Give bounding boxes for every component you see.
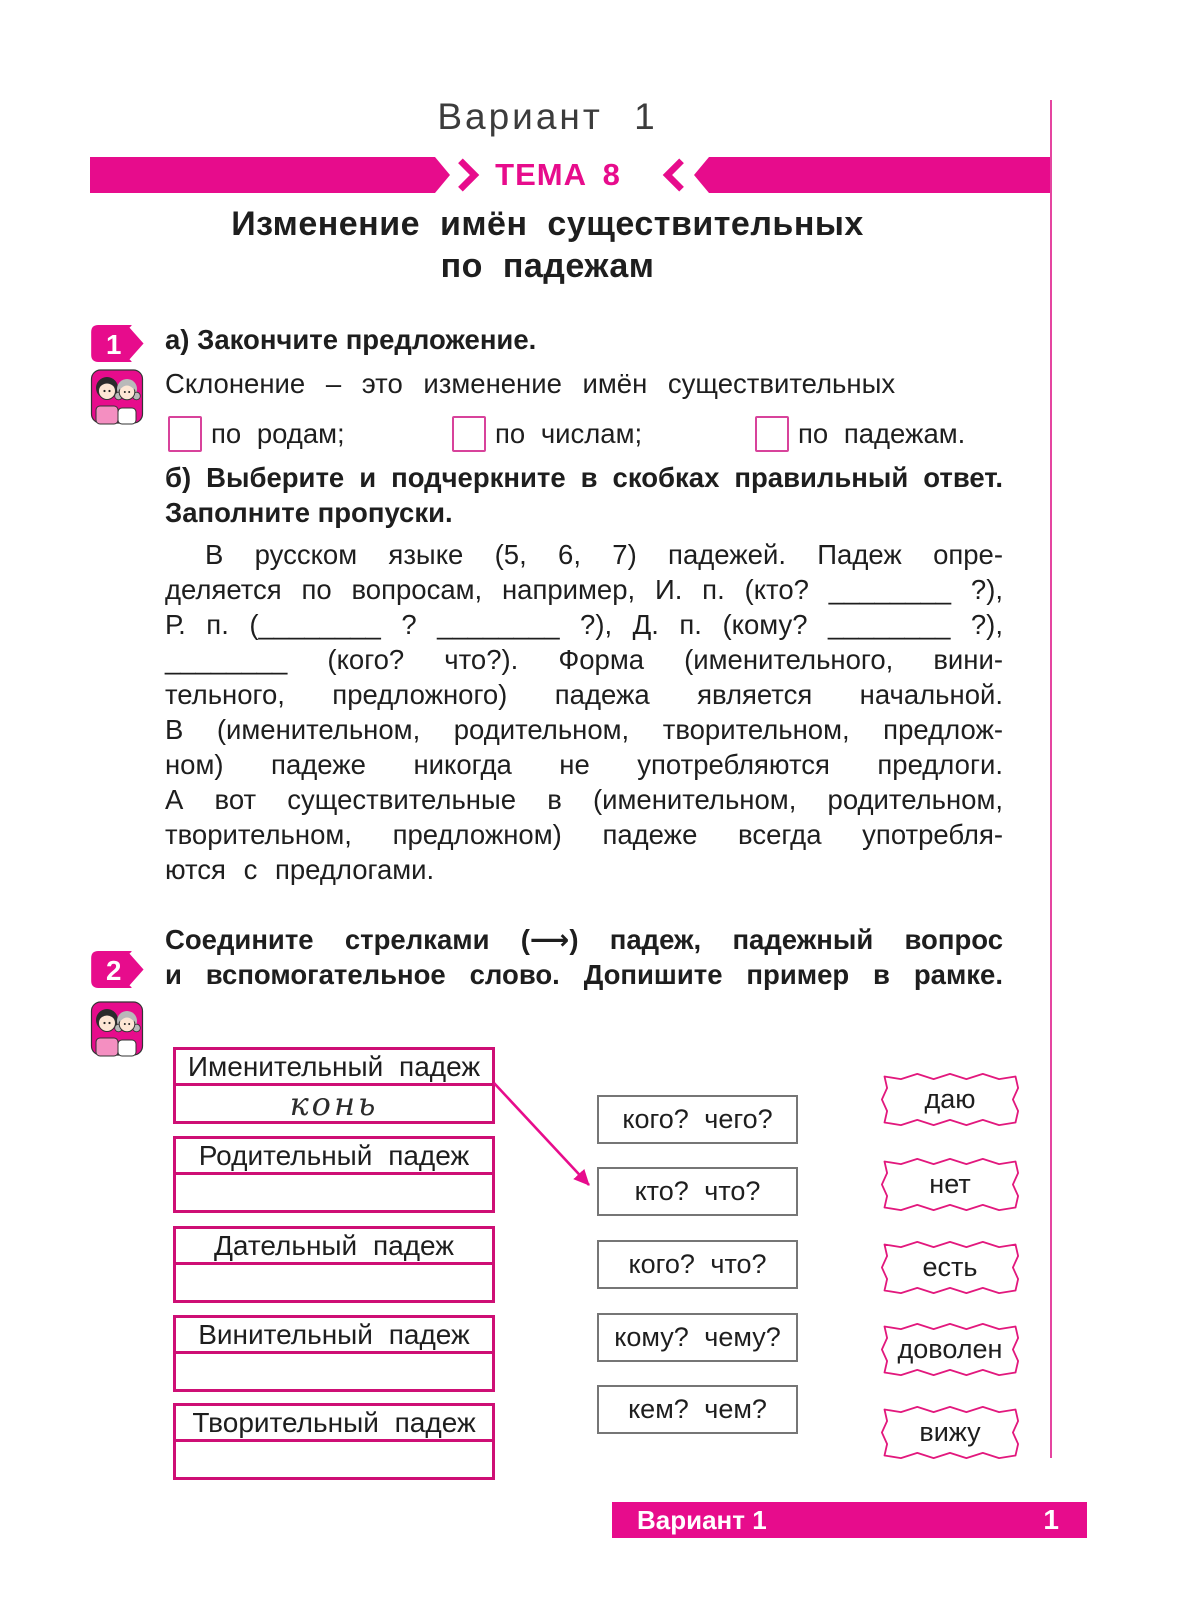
page-variant-title: Вариант 1 (437, 96, 658, 137)
banner-bar-left (90, 157, 450, 193)
helper-word: доволен (897, 1334, 1003, 1364)
answer-option-cases (755, 416, 965, 458)
question-box[interactable]: кому? чему? (597, 1313, 798, 1362)
helper-word-frame[interactable] (880, 1157, 1020, 1212)
question-box[interactable]: кого? что? (597, 1240, 798, 1289)
case-box-accusative (173, 1315, 495, 1392)
paragraph-line: А вот существительные в (именительном, родительном, (165, 784, 1003, 815)
case-name: Дательный падеж (176, 1229, 492, 1265)
case-box-genitive (173, 1136, 495, 1213)
question-box[interactable]: кого? чего? (597, 1095, 798, 1144)
helper-word: есть (922, 1252, 978, 1282)
task2-instruction-line1: Соедините стрелками (⟶) падеж, падежный вопрос (165, 924, 1003, 955)
task2-number-badge (90, 950, 156, 989)
task1-number-badge (90, 324, 156, 363)
option-label: по родам; (211, 418, 345, 449)
case-example-field[interactable] (176, 1175, 492, 1210)
paragraph-line: В русском языке (5, 6, 7) падежей. Падеж опре- (205, 539, 1003, 570)
page-number: 1 (1043, 1504, 1059, 1535)
helper-word-frame[interactable] (880, 1240, 1020, 1295)
case-box-dative (173, 1226, 495, 1303)
question-box[interactable]: кем? чем? (597, 1385, 798, 1434)
checkbox[interactable] (168, 416, 202, 452)
task2-instruction-line2: и вспомогательное слово. Допишите пример в рамке. (165, 959, 1003, 990)
paragraph-line: В (именительном, родительном, творительном, предлож- (165, 714, 1003, 745)
task2-number: 2 (106, 954, 122, 986)
helper-word: даю (924, 1084, 976, 1114)
paragraph-line: тельного, предложного) падежа является начальной. (165, 679, 1003, 710)
case-name: Творительный падеж (176, 1406, 492, 1442)
option-label: по числам; (495, 418, 643, 449)
paragraph-line: творительном, предложном) падеже всегда употребля- (165, 819, 1003, 850)
children-icon (90, 998, 144, 1058)
case-name: Именительный падеж (176, 1050, 492, 1086)
case-example-field[interactable] (176, 1354, 492, 1389)
case-name: Родительный падеж (176, 1139, 492, 1175)
helper-word-frame[interactable] (880, 1405, 1020, 1460)
paragraph-line: Р. п. (________ ? ________ ?), Д. п. (кому? ________ ?), (165, 609, 1003, 640)
paragraph-line: ются с предлогами. (165, 854, 435, 885)
helper-word: нет (929, 1169, 971, 1199)
checkbox[interactable] (755, 416, 789, 452)
helper-word-frame[interactable] (880, 1322, 1020, 1377)
task1-number: 1 (106, 328, 122, 360)
paragraph-line: ном) падеже никогда не употребляются предлоги. (165, 749, 1003, 780)
footer-variant-label: Вариант 1 (637, 1505, 767, 1535)
connection-arrow (490, 1076, 608, 1200)
chevron-right-icon (456, 158, 480, 192)
task1-part-a-heading: а) Закончите предложение. (165, 324, 537, 355)
task1-paragraph (165, 537, 1003, 887)
paragraph-line: ________ (кого? что?). Форма (именительного, вини- (165, 644, 1003, 675)
page-title-line1: Изменение имён существительных (231, 205, 864, 243)
case-box-instrumental (173, 1403, 495, 1480)
case-example-field[interactable] (176, 1442, 492, 1477)
task1-part-b-heading-line2: Заполните пропуски. (165, 497, 453, 528)
helper-word: вижу (919, 1417, 981, 1447)
helper-word-frame[interactable] (880, 1072, 1020, 1127)
paragraph-line: деляется по вопросам, например, И. п. (кто? ________ ?), (165, 574, 1003, 605)
children-icon (90, 366, 144, 426)
case-example-field[interactable]: конь (289, 1085, 379, 1123)
chevron-left-icon (662, 158, 686, 192)
theme-badge: ТЕМА 8 (495, 157, 621, 192)
option-label: по падежам. (798, 418, 966, 449)
question-box[interactable]: кто? что? (597, 1167, 798, 1216)
task1-statement: Склонение – это изменение имён существительных (165, 368, 896, 399)
case-example-field[interactable] (176, 1265, 492, 1300)
page-margin-rule (1050, 100, 1052, 1458)
page-title-line2: по падежам (440, 247, 655, 285)
task1-part-b-heading-line1: б) Выберите и подчеркните в скобках правильный ответ. (165, 462, 1003, 493)
answer-option-numbers (452, 416, 642, 458)
footer-bar (612, 1502, 1087, 1538)
case-name: Винительный падеж (176, 1318, 492, 1354)
banner-bar-right (694, 157, 1050, 193)
case-box-nominative (173, 1047, 495, 1124)
checkbox[interactable] (452, 416, 486, 452)
answer-option-genders (168, 416, 345, 458)
theme-banner (0, 157, 1200, 193)
